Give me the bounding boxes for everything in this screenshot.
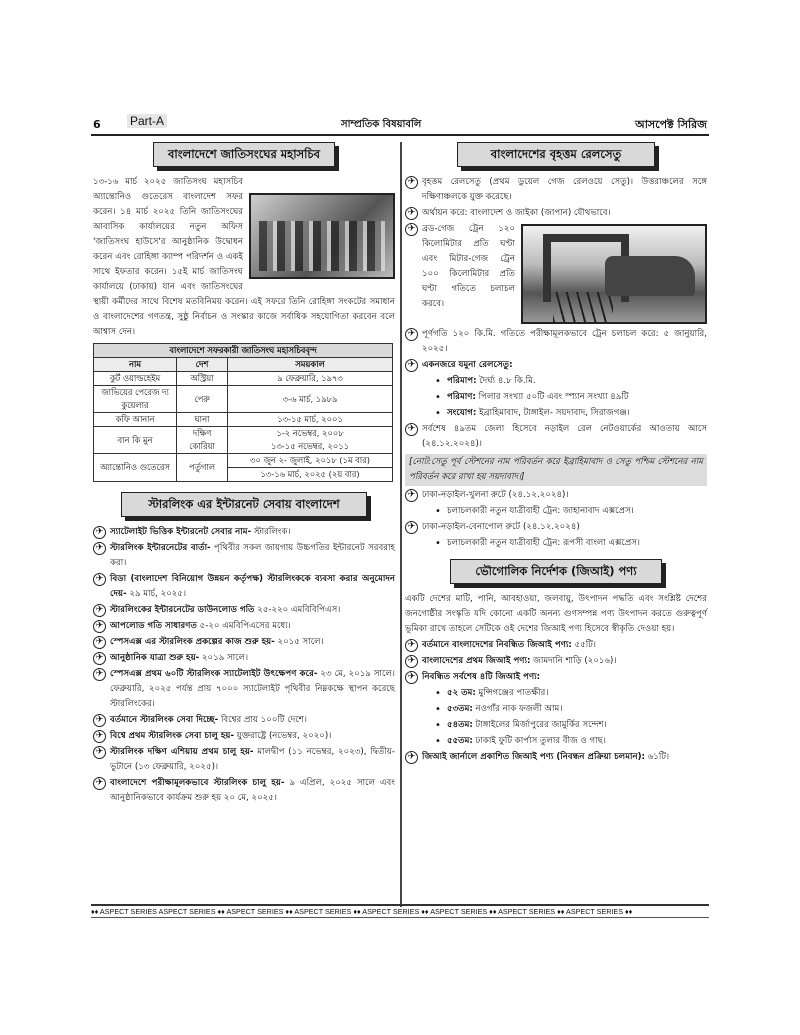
item-text: পৃথিবীর সকল জায়গায় উচ্চগতির ইন্টারনেট সরবরাহ করা। — [110, 543, 395, 568]
rail-list — [405, 175, 707, 373]
globe-icon: ✈ — [93, 636, 106, 649]
gi-journal-list — [405, 750, 707, 765]
list-item — [405, 520, 707, 535]
globe-icon: ✈ — [93, 526, 106, 539]
item-label: সংযোগ: — [447, 408, 477, 418]
table-header: দেশ — [177, 358, 228, 372]
list-item — [435, 702, 707, 717]
list-item — [435, 734, 707, 749]
globe-icon: ✈ — [93, 542, 106, 555]
part-label: Part-A — [127, 114, 167, 128]
list-item — [435, 686, 707, 701]
item-text: ২০১৯ সালে। — [199, 653, 249, 663]
left-column — [93, 142, 395, 807]
table-row — [94, 413, 393, 427]
period-line: ১৩-১৫ নভেম্বর, ২০১১ — [271, 441, 349, 451]
globe-icon: ✈ — [405, 521, 418, 534]
globe-icon: ✈ — [405, 655, 418, 668]
item-text: ৯ এপ্রিল, ২০২৫ সালে এবং আনুষ্ঠানিকভাবে কার্যক্রম শুরু হয় ২০ মে, ২০২৫। — [110, 778, 395, 803]
item-text: টাঙ্গাইলের মির্জাপুরের জামুর্কির সন্দেশ। — [472, 720, 607, 730]
globe-icon: ✈ — [93, 668, 106, 681]
globe-icon: ✈ — [93, 714, 106, 727]
gi-section-title: ভৌগোলিক নির্দেশক (জিআই) পণ্য — [450, 559, 662, 584]
item-label: ৫৫তম: — [447, 736, 473, 746]
list-item — [405, 422, 707, 452]
page-header — [91, 114, 709, 136]
list-item — [405, 488, 707, 503]
list-item — [435, 374, 707, 389]
item-text: ২৯ মার্চ, ২০২৫। — [126, 589, 187, 599]
list-item — [93, 525, 395, 540]
glance-list — [405, 374, 707, 421]
item-label: বিশ্বে প্রথম স্টারলিংক সেবা চালু হয়- — [110, 731, 235, 741]
item-text: ইব্রাহিমাবাদ, টাঙ্গাইল- সয়দাবাদ, সিরাজগঞ্জ। — [476, 408, 630, 418]
list-item: • চলাচলকারী নতুন যাত্রীবাহী ট্রেন: রূপসী বাংলা এক্সপ্রেস। — [435, 536, 707, 551]
list-item — [93, 729, 395, 744]
un-paragraph: ১৩-১৬ মার্চ ২০২৫ জাতিসংঘ মহাসচিব অ্যান্তোনিও গুতেরেস বাংলাদেশ সফর করেন। ১৪ মার্চ ২০২৫ তিনি জাতিসংঘের আবাসিক কার্যালয়ের নতুন অফিস 'জাতিসংঘ হাউসে'র আনুষ্ঠানিক উদ্বোধন করেন এবং রোহিঙ্গা ক্যাম্প পরিদর্শন ও একই সাথে ইফতার করেন। ১৫ই মার্চ জাতিসংঘ কার্যালয়ে (ঢাকায়) যান এবং জাতিসংঘের স্থায়ী কর্মীদের সাথে বিশেষ মতবিনিময় করেন। এই সফরে তিনি রোহিঙ্গা সংকটের সমাধান ও বাংলাদেশের গণতন্ত্র, সুষ্ঠু নির্বাচন ও সংস্কার কাজে সর্বাধিক সহযোগিতা করবেন বলে আশ্বাস দেন। — [93, 177, 395, 337]
table-cell: ১৩-১৬ মার্চ, ২০২৫ (২য় বার) — [228, 468, 393, 482]
list-item — [405, 670, 707, 685]
table-cell: পেরু — [177, 386, 228, 413]
table-cell: ৩-৬ মার্চ, ১৯৮৯ — [228, 386, 393, 413]
list-item — [93, 651, 395, 666]
page — [91, 114, 709, 920]
list-item — [435, 718, 707, 733]
globe-icon: ✈ — [405, 207, 418, 220]
item-text: জামদানি শাড়ি (২০১৬)। — [530, 656, 617, 666]
page-number: 6 — [93, 118, 101, 131]
series-name: আসপেক্ট সিরিজ — [635, 118, 707, 131]
table-caption: বাংলাদেশে সফরকারী জাতিসংঘ মহাসচিববৃন্দ — [94, 344, 393, 358]
table-cell: কুর্ট ওয়াল্ডহেইম — [94, 372, 177, 386]
list-item — [405, 750, 707, 765]
item-text: মালদ্বীপ (১১ নভেম্বর, ২০২৩), দ্বিতীয়- ভুটানে (১৩ ফেব্রুয়ারি, ২০২৫)। — [110, 747, 395, 772]
item-text: পূর্ণগতি ১২০ কি.মি. গতিতে পরীক্ষামূলকভাবে ট্রেন চলাচল করে: ৫ জানুয়ারি, ২০২৫। — [422, 329, 707, 354]
globe-icon: ✈ — [405, 671, 418, 684]
item-label: স্টারলিংকের ইন্টারনেটের ডাউনলোড গতি — [110, 605, 255, 615]
table-cell: বান কি মুন — [94, 427, 177, 454]
item-text: দৈর্ঘ্য ৪.৮ কি.মি. — [476, 376, 536, 386]
list-item — [405, 206, 707, 221]
item-text: ২৫-২২০ এমবিবিপিএস। — [254, 605, 341, 615]
gi-latest-list — [405, 686, 707, 749]
page-footer: ♦♦ ASPECT SERIES ASPECT SERIES ♦♦ ASPECT SERIES ♦♦ ASPECT SERIES ♦♦ ASPECT SERIES ♦♦ ASPECT SERIES ♦♦ ASPECT SERIES ♦♦ ASPECT SERIES ♦♦ — [91, 904, 709, 918]
list-item — [405, 327, 707, 357]
gi-paragraph: একটি দেশের মাটি, পানি, আবহাওয়া, জলবায়ু, উৎপাদন পদ্ধতি এবং সংশ্লিষ্ট দেশের জনগোষ্ঠীর সংস্কৃতি যদি কোনো একটি অনন্য গুণসম্পন্ন পণ্য উৎপাদন করতে গুরুত্বপূর্ণ ভূমিকা রাখে তাহলে সেটিকে ওই দেশের জিআই পণ্য হিসেবে স্বীকৃতি দেওয়া হয়। — [405, 594, 707, 634]
list-item — [93, 635, 395, 650]
globe-icon: ✈ — [405, 359, 418, 372]
item-text: ২৩ মে, ২০১৯ সালে। ফেব্রুয়ারি, ২০২৫ পর্যন্ত প্রায় ৭০০০ স্যাটেলাইট পৃথিবীর নিম্নকক্ষে স্থাপন করেছে স্টারলিংকের। — [110, 669, 395, 709]
globe-icon: ✈ — [93, 777, 106, 790]
starlink-list — [93, 525, 395, 806]
globe-icon: ✈ — [405, 639, 418, 652]
list-item — [93, 572, 395, 602]
table-cell: অস্ট্রিয়া — [177, 372, 228, 386]
table-cell: দক্ষিণ কোরিয়া — [177, 427, 228, 454]
gi-list — [405, 638, 707, 685]
globe-icon: ✈ — [405, 176, 418, 189]
globe-icon: ✈ — [405, 223, 418, 236]
glance-title: একনজরে যমুনা রেলসেতু: — [422, 360, 513, 370]
table-cell: অ্যান্তোনিও গুতেরেস — [94, 454, 177, 482]
item-label: আনুষ্ঠানিক যাত্রা শুরু হয়- — [110, 653, 200, 663]
route-train-list — [405, 504, 707, 519]
table-row — [94, 427, 393, 454]
globe-icon: ✈ — [93, 652, 106, 665]
item-text: মুন্সিগঞ্জের পাতক্ষীর। — [475, 688, 549, 698]
item-label: বাংলাদেশে পরীক্ষামূলকভাবে স্টারলিংক চালু হয়- — [110, 778, 285, 788]
item-text: ঢাকা-নড়াইল-বেনাপোল রুটে (২৪.১২.২০২৪) — [422, 522, 580, 532]
secretary-general-table — [93, 343, 393, 482]
period-line: ১-২ নভেম্বর, ২০০৮ — [276, 428, 344, 438]
item-text: নওগাঁর নাক ফজলী আম। — [472, 704, 563, 714]
table-header: নাম — [94, 358, 177, 372]
list-item — [435, 390, 707, 405]
globe-icon: ✈ — [93, 573, 106, 586]
item-label: ৫৪তম: — [447, 720, 473, 730]
table-cell: ৩০ জুন ২- জুলাই, ২০১৮ (১ম বার) — [228, 454, 393, 468]
district-list — [405, 422, 707, 452]
globe-icon: ✈ — [405, 328, 418, 341]
item-text: যুক্তরাষ্ট্রে (নভেম্বর, ২০২০)। — [234, 731, 332, 741]
item-text: ৫৫টি। — [571, 640, 596, 650]
list-item — [93, 541, 395, 571]
item-text: ৬১টি। — [644, 752, 670, 762]
item-text: পিলার সংখ্যা ৫০টি এবং স্প্যান সংখ্যা ৪৯টি — [475, 392, 629, 402]
item-label: ৫২ তম: — [447, 688, 476, 698]
list-item — [93, 713, 395, 728]
item-label: স্পেসএক্স এর স্টারলিংক প্রকল্পের কাজ শুরু হয়- — [110, 637, 275, 647]
table-row — [94, 386, 393, 413]
table-cell: কফি আনান — [94, 413, 177, 427]
table-cell: ৯ ফেব্রুয়ারি, ১৯৭৩ — [228, 372, 393, 386]
globe-icon: ✈ — [93, 620, 106, 633]
item-text: বৃহত্তম রেলসেতু (প্রথম ডুয়েল গেজ রেলওয়ে সেতু)। উত্তরাঞ্চলের সঙ্গে দক্ষিণাঞ্চলকে যুক্ত করেছে। — [422, 177, 707, 202]
item-label: বিডা (বাংলাদেশ বিনিয়োগ উন্নয়ন কর্তৃপক্ষ) স্টারলিংককে ব্যবসা করার অনুমোদন দেয়- — [110, 574, 395, 599]
globe-icon: ✈ — [93, 746, 106, 759]
item-text: ব্রড-গেজ ট্রেন ১২০ কিলোমিটার প্রতি ঘণ্টা এবং মিটার-গেজ ট্রেন ১০০ কিলোমিটার প্রতি ঘণ্টা গতিতে চলাচল করবে। — [422, 224, 515, 309]
item-text: সর্বশেষ ৪৯তম জেলা হিসেবে নড়াইল রেল নেটওয়ার্কের আওতায় আসে (২৪.১২.২০২৪)। — [422, 424, 707, 449]
item-label: নিবন্ধিত সর্বশেষ ৪টি জিআই পণ্য: — [422, 672, 541, 682]
route-list — [405, 488, 707, 503]
item-text: ঢাকা-নড়াইল-খুলনা রুটে (২৪.১২.২০২৪)। — [422, 490, 569, 500]
un-photo — [249, 193, 395, 279]
starlink-section-title: স্টারলিংক এর ইন্টারনেট সেবায় বাংলাদেশ — [121, 492, 367, 517]
route-train-list — [405, 536, 707, 551]
list-item — [93, 603, 395, 618]
list-item — [435, 406, 707, 421]
item-text: ৫-২০ এমবিপিএসের মধ্যে। — [196, 621, 291, 631]
table-header: সময়কাল — [228, 358, 393, 372]
globe-icon: ✈ — [93, 604, 106, 617]
table-cell: ১৩-১৫ মার্চ, ২০০১ — [228, 413, 393, 427]
table-cell: পর্তুগাল — [177, 454, 228, 482]
item-label: স্টারলিংক ইন্টারনেটের বার্তা- — [110, 543, 211, 553]
list-item: • চলাচলকারী নতুন যাত্রীবাহী ট্রেন: জাহানাবাদ এক্সপ্রেস। — [435, 504, 707, 519]
table-row — [94, 372, 393, 386]
rail-section-title: বাংলাদেশের বৃহত্তম রেলসেতু — [457, 142, 655, 167]
item-label: স্পেসএক্স প্রথম ৬০টি স্টারলিংক স্যাটেলাইট উৎক্ষেপণ করে- — [110, 669, 318, 679]
item-label: পরিমাপ: — [447, 376, 477, 386]
rail-bridge-photo — [521, 224, 707, 324]
list-item — [93, 619, 395, 634]
item-text: অর্থায়ন করে: বাংলাদেশ ও জাইকা (জাপান) যৌথভাবে। — [422, 208, 611, 218]
globe-icon: ✈ — [405, 751, 418, 764]
item-text: ২০১৫ সালে। — [274, 637, 324, 647]
list-item — [93, 776, 395, 806]
column-divider — [400, 142, 402, 907]
list-item — [405, 222, 707, 326]
item-label: বর্তমানে স্টারলিংক সেবা দিচ্ছে- — [110, 715, 219, 725]
item-label: বাংলাদেশের প্রথম জিআই পণ্য: — [422, 656, 531, 666]
globe-icon: ✈ — [405, 489, 418, 502]
note-box: [নোট:সেতু পূর্ব স্টেশনের নাম পরিবর্তন করে ইব্রাহিমাবাদ ও সেতু পশ্চিম স্টেশনের নাম পরিবর্তন করে রাখা হয় সয়দাবাদ।] — [405, 454, 707, 486]
table-cell: ঘানা — [177, 413, 228, 427]
table-cell: জাভিয়ের পেরেজ দ্য কুয়েলার — [94, 386, 177, 413]
right-column — [405, 142, 707, 766]
crowd-image — [259, 221, 385, 271]
rails-image — [553, 292, 613, 322]
list-item — [93, 745, 395, 775]
section-title: সাম্প্রতিক বিষয়াবলি — [341, 119, 422, 130]
un-section-title: বাংলাদেশে জাতিসংঘের মহাসচিব — [153, 142, 335, 167]
item-label: পরিমাণ: — [447, 392, 476, 402]
item-text: স্টারলিংক। — [251, 527, 291, 537]
item-label: স্যাটেলাইট ভিত্তিক ইন্টারনেট সেবার নাম- — [110, 527, 252, 537]
item-label: স্টারলিংক দক্ষিণ এশিয়ায় প্রথম চালু হয়- — [110, 747, 254, 757]
table-cell — [228, 427, 393, 454]
table-row — [94, 454, 393, 468]
item-text: ঢাকাই ফুটি কার্পাস তুলার বীজ ও গাছ। — [472, 736, 606, 746]
globe-icon: ✈ — [93, 730, 106, 743]
item-label: বর্তমানে বাংলাদেশের নিবন্ধিত জিআই পণ্য: — [422, 640, 572, 650]
item-text: বিশ্বের প্রায় ১০০টি দেশে। — [218, 715, 307, 725]
item-label: জিআই জার্নালে প্রকাশিত জিআই পণ্য (নিবন্ধন প্রক্রিয়া চলমান): — [422, 752, 645, 762]
list-item — [405, 358, 707, 373]
item-label: আপলোড গতি সাধারণত — [110, 621, 197, 631]
list-item — [405, 638, 707, 653]
route-list — [405, 520, 707, 535]
list-item — [405, 175, 707, 205]
list-item — [405, 654, 707, 669]
train-image — [605, 256, 695, 296]
list-item — [93, 667, 395, 712]
globe-icon: ✈ — [405, 423, 418, 436]
item-label: ৫৩তম: — [447, 704, 473, 714]
